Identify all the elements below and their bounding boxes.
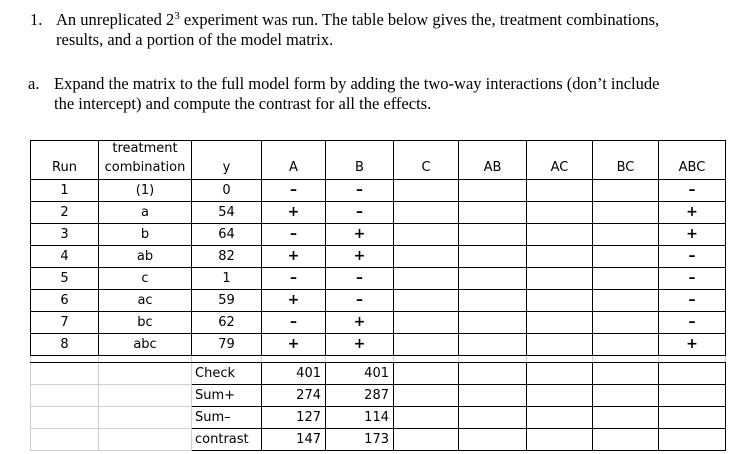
abc-sign-cell: – bbox=[659, 180, 726, 202]
ac-summary-cell[interactable] bbox=[527, 407, 593, 429]
b-summary-value: 173 bbox=[326, 429, 394, 451]
ab-cell[interactable] bbox=[459, 224, 527, 246]
a-sign-cell: – bbox=[262, 180, 326, 202]
abc-summary-cell[interactable] bbox=[659, 385, 726, 407]
header-ab: AB bbox=[459, 157, 527, 180]
ab-cell[interactable] bbox=[459, 202, 527, 224]
b-sign-cell: – bbox=[326, 180, 394, 202]
a-sign-cell: – bbox=[262, 224, 326, 246]
ac-cell[interactable] bbox=[527, 246, 593, 268]
c-cell[interactable] bbox=[394, 268, 459, 290]
tc-cell: ac bbox=[99, 290, 192, 312]
ac-cell[interactable] bbox=[527, 334, 593, 356]
exponent: 3 bbox=[174, 10, 180, 22]
ac-summary-cell[interactable] bbox=[527, 363, 593, 385]
c-summary-cell[interactable] bbox=[394, 385, 459, 407]
b-sign-cell: – bbox=[326, 202, 394, 224]
table-row bbox=[31, 246, 726, 268]
part-a-text bbox=[54, 74, 659, 114]
summary-row-sum-minus bbox=[31, 407, 726, 429]
tc-cell: bc bbox=[99, 312, 192, 334]
tc-cell: b bbox=[99, 224, 192, 246]
abc-sign-cell: + bbox=[659, 224, 726, 246]
abc-sign-cell: – bbox=[659, 290, 726, 312]
header-c: C bbox=[394, 157, 459, 180]
tc-cell: abc bbox=[99, 334, 192, 356]
question-line-1: An unreplicated $2^3$ experiment was run. The table below gives the, treatment combinations, bbox=[56, 10, 660, 29]
c-cell[interactable] bbox=[394, 290, 459, 312]
header-y: y bbox=[192, 157, 262, 180]
b-sign-cell: – bbox=[326, 290, 394, 312]
abc-sign-cell: – bbox=[659, 268, 726, 290]
y-cell: 79 bbox=[192, 334, 262, 356]
y-cell: 82 bbox=[192, 246, 262, 268]
c-summary-cell[interactable] bbox=[394, 363, 459, 385]
tc-cell: a bbox=[99, 202, 192, 224]
ac-summary-cell[interactable] bbox=[527, 429, 593, 451]
y-cell: 62 bbox=[192, 312, 262, 334]
a-summary-value: 274 bbox=[262, 385, 326, 407]
b-summary-value: 287 bbox=[326, 385, 394, 407]
table-row bbox=[31, 180, 726, 202]
y-cell: 1 bbox=[192, 268, 262, 290]
y-cell: 0 bbox=[192, 180, 262, 202]
ab-summary-cell[interactable] bbox=[459, 429, 527, 451]
summary-row-sum-plus bbox=[31, 385, 726, 407]
a-sign-cell: + bbox=[262, 202, 326, 224]
run-cell: 8 bbox=[31, 334, 99, 356]
ac-cell[interactable] bbox=[527, 312, 593, 334]
bc-cell[interactable] bbox=[593, 334, 659, 356]
c-cell[interactable] bbox=[394, 334, 459, 356]
ac-cell[interactable] bbox=[527, 202, 593, 224]
bc-cell[interactable] bbox=[593, 268, 659, 290]
ac-cell[interactable] bbox=[527, 268, 593, 290]
b-sign-cell: + bbox=[326, 334, 394, 356]
y-cell: 54 bbox=[192, 202, 262, 224]
header-a: A bbox=[262, 157, 326, 180]
header-bc: BC bbox=[593, 157, 659, 180]
b-sign-cell: + bbox=[326, 224, 394, 246]
run-cell: 7 bbox=[31, 312, 99, 334]
a-summary-value: 127 bbox=[262, 407, 326, 429]
part-a-line-2: the intercept) and compute the contrast for all the effects. bbox=[54, 94, 432, 113]
run-cell: 6 bbox=[31, 290, 99, 312]
b-sign-cell: + bbox=[326, 312, 394, 334]
table-row bbox=[31, 312, 726, 334]
part-letter: a. bbox=[28, 74, 40, 93]
ab-summary-cell[interactable] bbox=[459, 363, 527, 385]
ac-summary-cell[interactable] bbox=[527, 385, 593, 407]
a-sign-cell: + bbox=[262, 334, 326, 356]
bc-cell[interactable] bbox=[593, 312, 659, 334]
bc-summary-cell[interactable] bbox=[593, 429, 659, 451]
ab-cell[interactable] bbox=[459, 246, 527, 268]
tc-cell: c bbox=[99, 268, 192, 290]
abc-sign-cell: – bbox=[659, 312, 726, 334]
part-a-line-1: Expand the matrix to the full model form by adding the two-way interactions (don’t include bbox=[54, 74, 660, 93]
header-row-top bbox=[31, 141, 726, 158]
abc-summary-cell[interactable] bbox=[659, 407, 726, 429]
run-cell: 2 bbox=[31, 202, 99, 224]
question-number: 1. bbox=[30, 10, 43, 29]
bc-summary-cell[interactable] bbox=[593, 363, 659, 385]
run-cell: 1 bbox=[31, 180, 99, 202]
tc-cell: ab bbox=[99, 246, 192, 268]
summary-label: Sum– bbox=[192, 407, 262, 429]
c-cell[interactable] bbox=[394, 312, 459, 334]
summary-label: Sum+ bbox=[192, 385, 262, 407]
abc-sign-cell: – bbox=[659, 246, 726, 268]
bc-cell[interactable] bbox=[593, 224, 659, 246]
table-row bbox=[31, 334, 726, 356]
ab-cell[interactable] bbox=[459, 268, 527, 290]
tc-cell: (1) bbox=[99, 180, 192, 202]
ab-summary-cell[interactable] bbox=[459, 385, 527, 407]
c-cell[interactable] bbox=[394, 224, 459, 246]
a-summary-value: 147 bbox=[262, 429, 326, 451]
abc-summary-cell[interactable] bbox=[659, 429, 726, 451]
abc-sign-cell: + bbox=[659, 202, 726, 224]
header-b: B bbox=[326, 157, 394, 180]
table-row bbox=[31, 290, 726, 312]
abc-summary-cell[interactable] bbox=[659, 363, 726, 385]
c-summary-cell[interactable] bbox=[394, 429, 459, 451]
run-cell: 4 bbox=[31, 246, 99, 268]
summary-row-check bbox=[31, 363, 726, 385]
header-tc-top: treatment bbox=[99, 141, 192, 158]
ab-cell[interactable] bbox=[459, 312, 527, 334]
abc-sign-cell: + bbox=[659, 334, 726, 356]
bc-cell[interactable] bbox=[593, 246, 659, 268]
a-sign-cell: – bbox=[262, 312, 326, 334]
run-cell: 5 bbox=[31, 268, 99, 290]
bc-summary-cell[interactable] bbox=[593, 407, 659, 429]
b-summary-value: 401 bbox=[326, 363, 394, 385]
ab-summary-cell[interactable] bbox=[459, 407, 527, 429]
y-cell: 64 bbox=[192, 224, 262, 246]
table-row bbox=[31, 224, 726, 246]
bc-cell[interactable] bbox=[593, 290, 659, 312]
y-cell: 59 bbox=[192, 290, 262, 312]
b-sign-cell: + bbox=[326, 246, 394, 268]
header-tc-bottom: combination bbox=[99, 157, 192, 180]
bc-cell[interactable] bbox=[593, 202, 659, 224]
a-sign-cell: + bbox=[262, 246, 326, 268]
model-matrix-table bbox=[30, 140, 726, 451]
header-abc: ABC bbox=[659, 157, 726, 180]
a-sign-cell: – bbox=[262, 268, 326, 290]
summary-label: contrast bbox=[192, 429, 262, 451]
c-cell[interactable] bbox=[394, 202, 459, 224]
ac-cell[interactable] bbox=[527, 290, 593, 312]
c-cell[interactable] bbox=[394, 246, 459, 268]
c-summary-cell[interactable] bbox=[394, 407, 459, 429]
header-row bbox=[31, 157, 726, 180]
ab-cell[interactable] bbox=[459, 290, 527, 312]
ab-cell[interactable] bbox=[459, 180, 527, 202]
question-text bbox=[56, 10, 659, 50]
ac-cell[interactable] bbox=[527, 224, 593, 246]
table-row bbox=[31, 202, 726, 224]
question-line-2: results, and a portion of the model matrix. bbox=[56, 30, 334, 49]
bc-cell[interactable] bbox=[593, 180, 659, 202]
header-ac: AC bbox=[527, 157, 593, 180]
ab-cell[interactable] bbox=[459, 334, 527, 356]
b-summary-value: 114 bbox=[326, 407, 394, 429]
spacer-row bbox=[31, 356, 726, 363]
b-sign-cell: – bbox=[326, 268, 394, 290]
a-summary-value: 401 bbox=[262, 363, 326, 385]
summary-label: Check bbox=[192, 363, 262, 385]
header-run: Run bbox=[31, 157, 99, 180]
ac-cell[interactable] bbox=[527, 180, 593, 202]
a-sign-cell: + bbox=[262, 290, 326, 312]
table-row bbox=[31, 268, 726, 290]
c-cell[interactable] bbox=[394, 180, 459, 202]
run-cell: 3 bbox=[31, 224, 99, 246]
bc-summary-cell[interactable] bbox=[593, 385, 659, 407]
summary-row-contrast bbox=[31, 429, 726, 451]
